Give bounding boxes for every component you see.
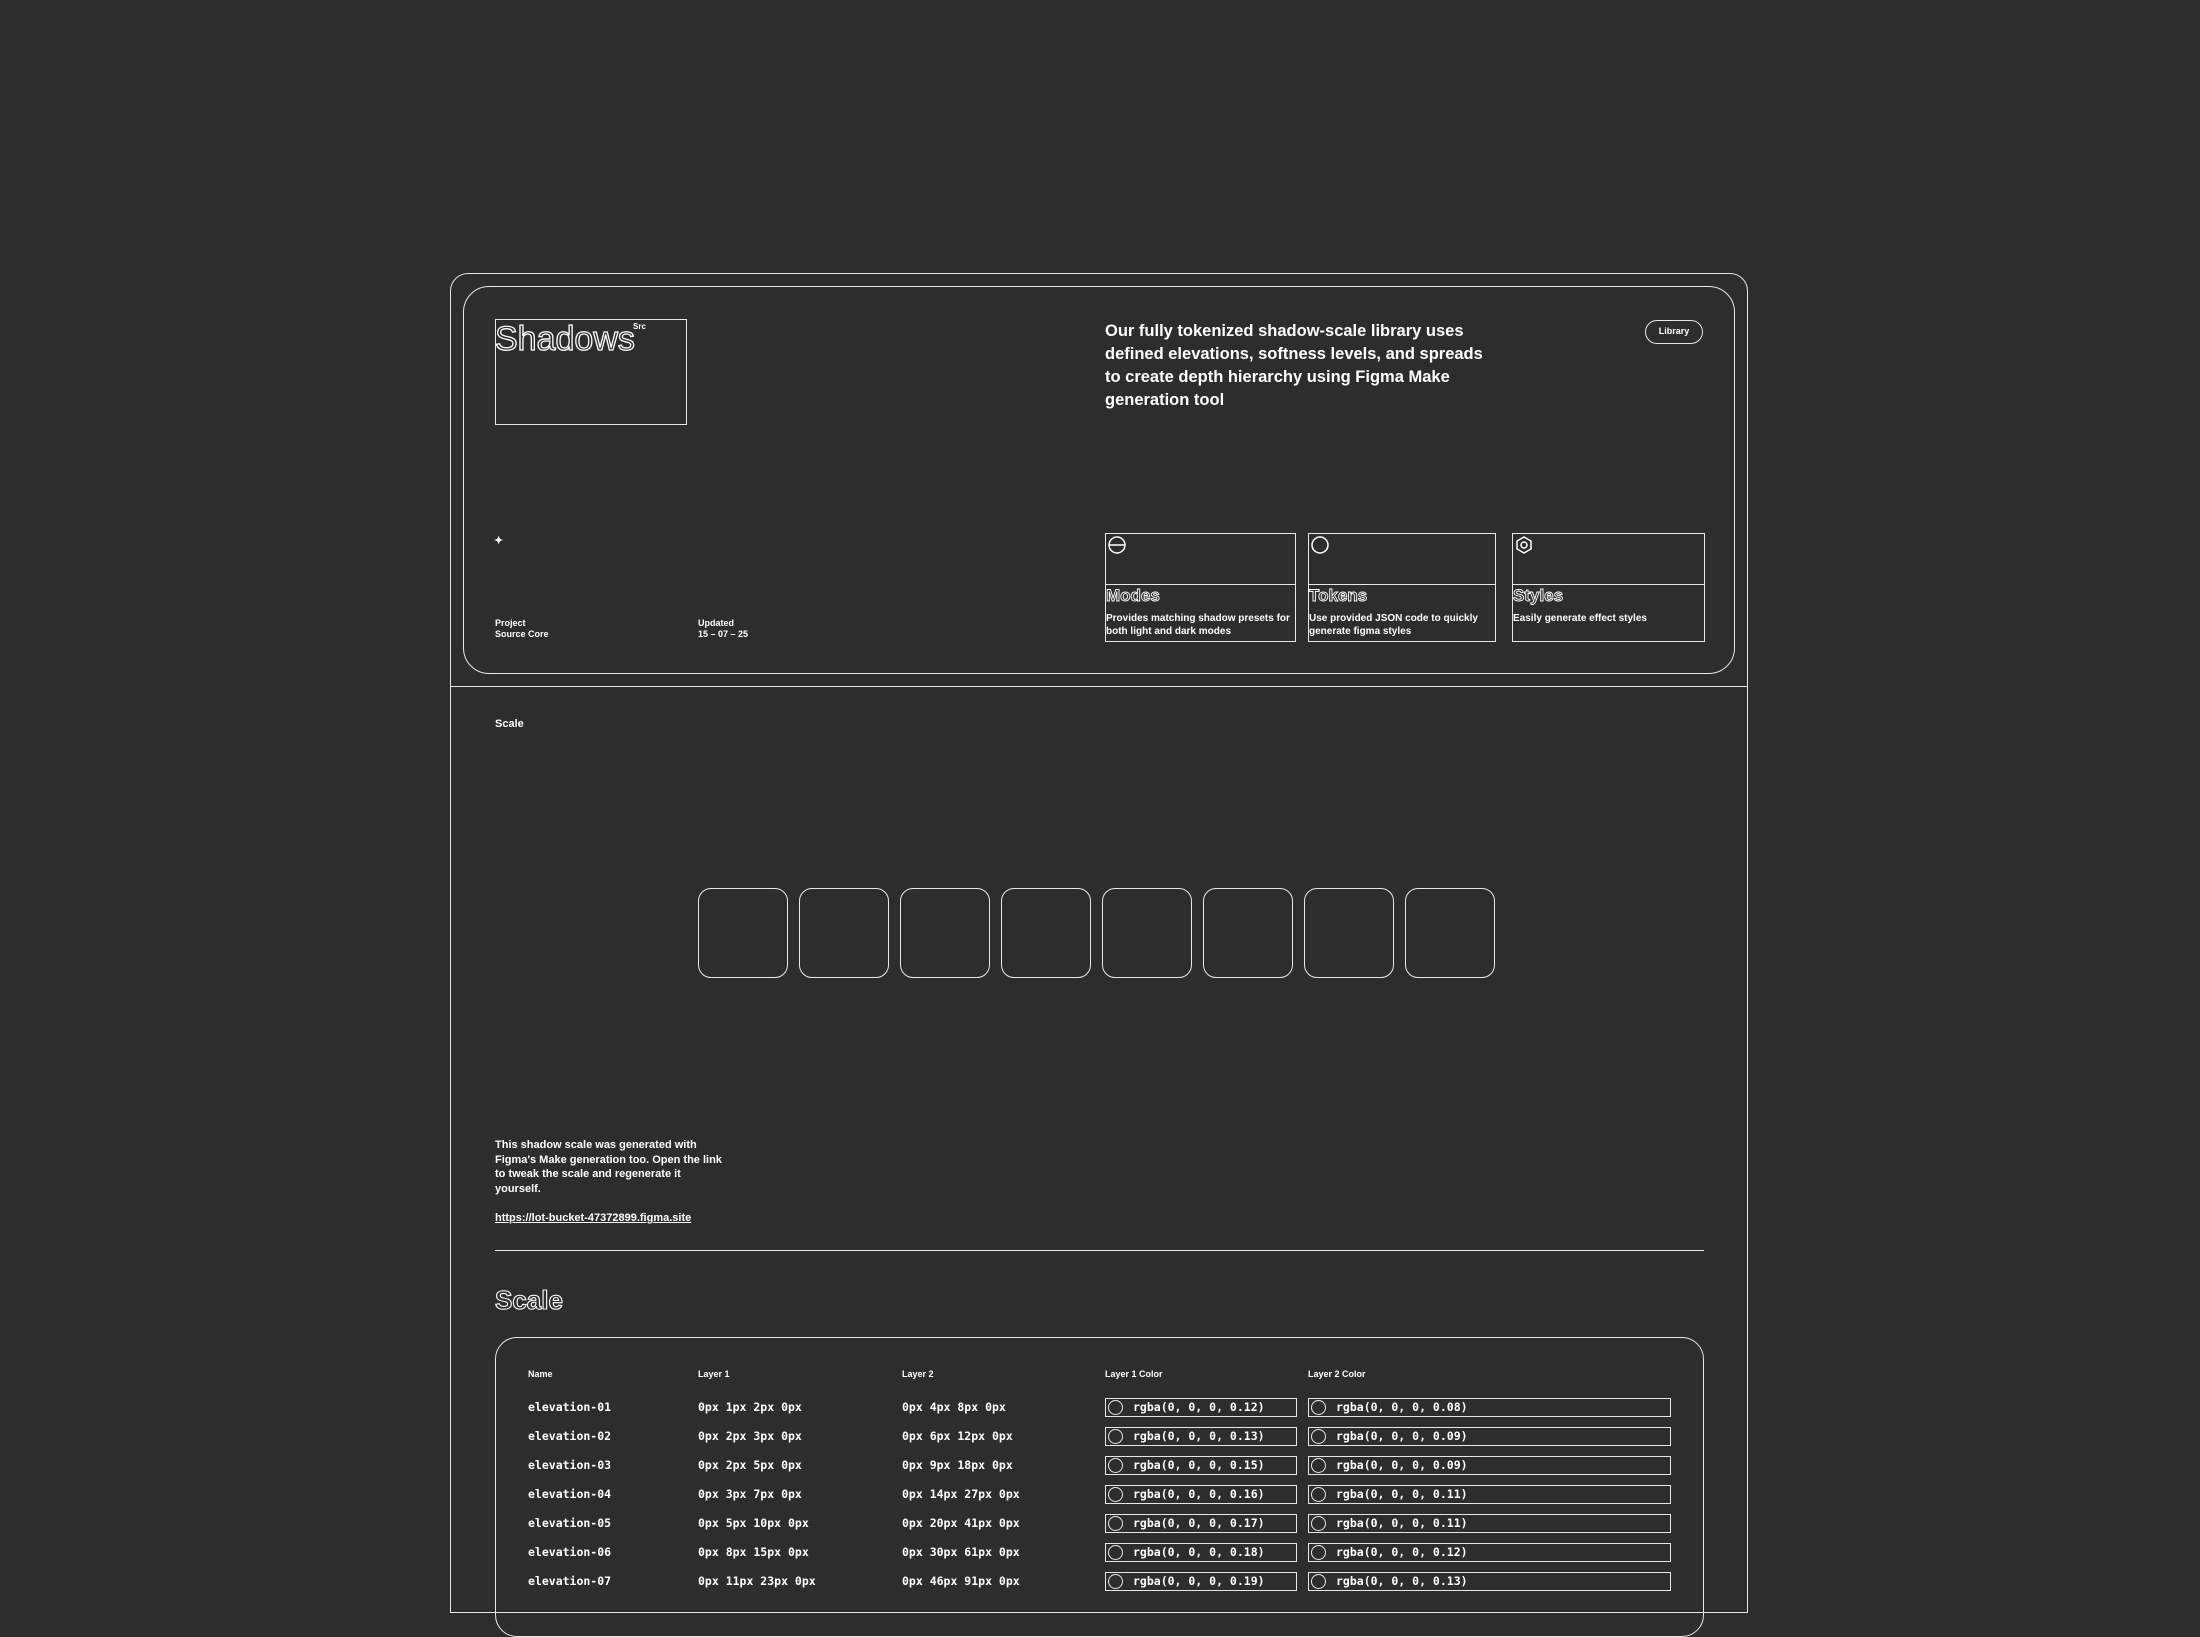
row-layer2: 0px 6px 12px 0px <box>902 1429 1013 1443</box>
row-layer1: 0px 2px 5px 0px <box>698 1458 802 1472</box>
swatch-icon <box>1108 1516 1123 1531</box>
swatch-icon <box>1108 1458 1123 1473</box>
project-label: Project <box>495 618 526 628</box>
swatch-icon <box>1311 1574 1326 1589</box>
shadow-scale-preview <box>698 888 1495 978</box>
section-label: Scale <box>495 718 524 730</box>
row-name: elevation-06 <box>528 1545 612 1559</box>
scale-note: This shadow scale was generated with Figma's Make generation too. Open the link to tweak the scale and regenerate it yourself. <box>495 1139 722 1195</box>
row-name: elevation-03 <box>528 1458 612 1472</box>
project-meta <box>495 618 549 640</box>
column-header-layer2: Layer 2 <box>902 1369 934 1379</box>
shadow-sample-box <box>1203 888 1293 978</box>
color-chip-layer2[interactable]: rgba(0, 0, 0, 0.13) <box>1308 1572 1671 1591</box>
feature-card-styles[interactable] <box>1512 533 1705 642</box>
color-chip-layer1[interactable]: rgba(0, 0, 0, 0.18) <box>1105 1543 1297 1562</box>
row-name: elevation-04 <box>528 1487 612 1501</box>
shadow-sample-box <box>1405 888 1495 978</box>
project-value: Source Core <box>495 629 549 639</box>
feature-desc: Use provided JSON code to quickly generate figma styles <box>1309 613 1478 637</box>
updated-value: 15 – 07 – 25 <box>698 629 749 639</box>
library-button[interactable]: Library <box>1645 320 1703 344</box>
shadow-sample-box <box>799 888 889 978</box>
row-layer1: 0px 2px 3px 0px <box>698 1429 802 1443</box>
row-layer2: 0px 46px 91px 0px <box>902 1574 1020 1588</box>
row-layer1: 0px 1px 2px 0px <box>698 1400 802 1414</box>
half-circle-icon <box>1108 536 1126 554</box>
color-chip-layer1[interactable]: rgba(0, 0, 0, 0.13) <box>1105 1427 1297 1446</box>
table-row <box>0 1514 2200 1534</box>
updated-meta <box>698 618 748 640</box>
color-chip-layer2[interactable]: rgba(0, 0, 0, 0.11) <box>1308 1514 1671 1533</box>
row-layer2: 0px 9px 18px 0px <box>902 1458 1013 1472</box>
scale-heading: Scale <box>495 1285 563 1315</box>
shadow-sample-box <box>1001 888 1091 978</box>
row-layer2: 0px 4px 8px 0px <box>902 1400 1006 1414</box>
swatch-icon <box>1311 1487 1326 1502</box>
color-chip-layer1[interactable]: rgba(0, 0, 0, 0.15) <box>1105 1456 1297 1475</box>
feature-card-modes[interactable] <box>1105 533 1296 642</box>
swatch-icon <box>1311 1458 1326 1473</box>
row-layer2: 0px 30px 61px 0px <box>902 1545 1020 1559</box>
color-chip-layer2[interactable]: rgba(0, 0, 0, 0.12) <box>1308 1543 1671 1562</box>
color-chip-layer2[interactable]: rgba(0, 0, 0, 0.08) <box>1308 1398 1671 1417</box>
intro-text: Our fully tokenized shadow-scale library uses defined elevations, softness levels, and spreads to create depth hierarchy using Figma Make generation tool <box>1105 322 1483 409</box>
row-name: elevation-05 <box>528 1516 612 1530</box>
swatch-icon <box>1108 1429 1123 1444</box>
feature-separator <box>1309 584 1495 585</box>
feature-separator <box>1513 584 1704 585</box>
feature-title: Tokens <box>1309 586 1368 605</box>
color-chip-layer2[interactable]: rgba(0, 0, 0, 0.09) <box>1308 1456 1671 1475</box>
table-row <box>0 1572 2200 1592</box>
row-layer1: 0px 8px 15px 0px <box>698 1545 809 1559</box>
column-header-layer1-color: Layer 1 Color <box>1105 1369 1163 1379</box>
title-superscript: Src <box>633 322 646 331</box>
hero-divider <box>450 686 1748 687</box>
table-row <box>0 1456 2200 1476</box>
color-chip-layer1[interactable]: rgba(0, 0, 0, 0.16) <box>1105 1485 1297 1504</box>
section-divider <box>495 1250 1704 1251</box>
shadow-sample-box <box>900 888 990 978</box>
swatch-icon <box>1311 1400 1326 1415</box>
table-row <box>0 1485 2200 1505</box>
column-header-layer1: Layer 1 <box>698 1369 730 1379</box>
row-name: elevation-01 <box>528 1400 612 1414</box>
shadow-sample-box <box>1304 888 1394 978</box>
column-header-name: Name <box>528 1369 553 1379</box>
swatch-icon <box>1108 1400 1123 1415</box>
figma-site-link[interactable]: https://lot-bucket-47372899.figma.site <box>495 1212 692 1224</box>
swatch-icon <box>1311 1545 1326 1560</box>
shadow-sample-box <box>1102 888 1192 978</box>
hexagon-icon <box>1515 536 1533 554</box>
feature-card-tokens[interactable] <box>1308 533 1496 642</box>
color-chip-layer2[interactable]: rgba(0, 0, 0, 0.09) <box>1308 1427 1671 1446</box>
feature-separator <box>1106 584 1295 585</box>
swatch-icon <box>1108 1545 1123 1560</box>
row-layer1: 0px 3px 7px 0px <box>698 1487 802 1501</box>
swatch-icon <box>1108 1487 1123 1502</box>
swatch-icon <box>1311 1429 1326 1444</box>
swatch-icon <box>1311 1516 1326 1531</box>
feature-title: Modes <box>1106 586 1160 605</box>
column-header-layer2-color: Layer 2 Color <box>1308 1369 1366 1379</box>
feature-desc: Easily generate effect styles <box>1513 613 1647 624</box>
page-title: Shadows <box>495 320 635 358</box>
feature-title: Styles <box>1513 586 1564 605</box>
circle-icon <box>1311 536 1329 554</box>
row-layer1: 0px 11px 23px 0px <box>698 1574 816 1588</box>
feature-desc: Provides matching shadow presets for both light and dark modes <box>1106 613 1290 637</box>
row-layer1: 0px 5px 10px 0px <box>698 1516 809 1530</box>
color-chip-layer1[interactable]: rgba(0, 0, 0, 0.19) <box>1105 1572 1297 1591</box>
color-chip-layer2[interactable]: rgba(0, 0, 0, 0.11) <box>1308 1485 1671 1504</box>
color-chip-layer1[interactable]: rgba(0, 0, 0, 0.17) <box>1105 1514 1297 1533</box>
row-name: elevation-07 <box>528 1574 612 1588</box>
color-chip-layer1[interactable]: rgba(0, 0, 0, 0.12) <box>1105 1398 1297 1417</box>
row-layer2: 0px 20px 41px 0px <box>902 1516 1020 1530</box>
swatch-icon <box>1108 1574 1123 1589</box>
table-row <box>0 1543 2200 1563</box>
updated-label: Updated <box>698 618 734 628</box>
table-row <box>0 1427 2200 1447</box>
row-layer2: 0px 14px 27px 0px <box>902 1487 1020 1501</box>
row-name: elevation-02 <box>528 1429 612 1443</box>
sparkle-icon: ✦ <box>494 535 504 547</box>
shadow-sample-box <box>698 888 788 978</box>
table-row <box>0 1398 2200 1418</box>
